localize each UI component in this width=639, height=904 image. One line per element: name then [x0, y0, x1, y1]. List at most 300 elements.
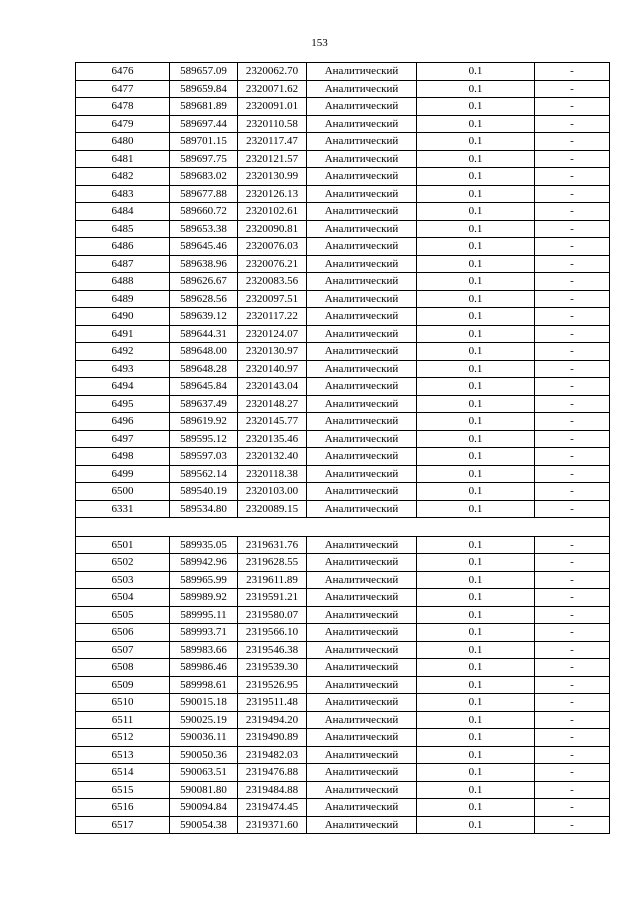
note-cell: -	[535, 746, 610, 764]
point-number-cell: 6482	[76, 168, 170, 186]
point-number-cell: 6499	[76, 465, 170, 483]
accuracy-cell: 0.1	[417, 729, 535, 747]
accuracy-cell: 0.1	[417, 711, 535, 729]
method-cell: Аналитический	[307, 571, 417, 589]
table-row	[76, 395, 610, 413]
coord-x-cell: 589942.96	[170, 554, 238, 572]
method-cell: Аналитический	[307, 676, 417, 694]
point-number-cell: 6480	[76, 133, 170, 151]
method-cell: Аналитический	[307, 430, 417, 448]
method-cell: Аналитический	[307, 168, 417, 186]
coord-y-cell: 2319631.76	[238, 536, 307, 554]
note-cell: -	[535, 641, 610, 659]
coord-x-cell: 589534.80	[170, 500, 238, 518]
table-row	[76, 816, 610, 834]
accuracy-cell: 0.1	[417, 659, 535, 677]
point-number-cell: 6481	[76, 150, 170, 168]
coord-y-cell: 2320071.62	[238, 80, 307, 98]
coord-y-cell: 2320090.81	[238, 220, 307, 238]
point-number-cell: 6503	[76, 571, 170, 589]
coord-y-cell: 2320076.03	[238, 238, 307, 256]
coord-y-cell: 2320132.40	[238, 448, 307, 466]
coord-x-cell: 589597.03	[170, 448, 238, 466]
point-number-cell: 6495	[76, 395, 170, 413]
table-row	[76, 378, 610, 396]
point-number-cell: 6511	[76, 711, 170, 729]
method-cell: Аналитический	[307, 273, 417, 291]
accuracy-cell: 0.1	[417, 203, 535, 221]
note-cell: -	[535, 729, 610, 747]
separator-row	[76, 518, 610, 537]
table-row	[76, 360, 610, 378]
coord-y-cell: 2319490.89	[238, 729, 307, 747]
table-row	[76, 711, 610, 729]
coord-y-cell: 2320110.58	[238, 115, 307, 133]
point-number-cell: 6498	[76, 448, 170, 466]
method-cell: Аналитический	[307, 325, 417, 343]
coord-x-cell: 589998.61	[170, 676, 238, 694]
note-cell: -	[535, 325, 610, 343]
method-cell: Аналитический	[307, 63, 417, 81]
note-cell: -	[535, 676, 610, 694]
coord-x-cell: 589595.12	[170, 430, 238, 448]
method-cell: Аналитический	[307, 500, 417, 518]
note-cell: -	[535, 781, 610, 799]
accuracy-cell: 0.1	[417, 133, 535, 151]
coord-y-cell: 2320126.13	[238, 185, 307, 203]
point-number-cell: 6484	[76, 203, 170, 221]
accuracy-cell: 0.1	[417, 816, 535, 834]
coord-x-cell: 589626.67	[170, 273, 238, 291]
table-row	[76, 238, 610, 256]
note-cell: -	[535, 659, 610, 677]
table-row	[76, 536, 610, 554]
coord-x-cell: 590025.19	[170, 711, 238, 729]
table-row	[76, 694, 610, 712]
table-row	[76, 781, 610, 799]
point-number-cell: 6476	[76, 63, 170, 81]
method-cell: Аналитический	[307, 554, 417, 572]
note-cell: -	[535, 290, 610, 308]
coord-x-cell: 589995.11	[170, 606, 238, 624]
coord-y-cell: 2319546.38	[238, 641, 307, 659]
note-cell: -	[535, 360, 610, 378]
coord-x-cell: 589677.88	[170, 185, 238, 203]
note-cell: -	[535, 624, 610, 642]
note-cell: -	[535, 63, 610, 81]
coord-y-cell: 2320062.70	[238, 63, 307, 81]
accuracy-cell: 0.1	[417, 413, 535, 431]
coord-y-cell: 2319511.48	[238, 694, 307, 712]
table-row	[76, 729, 610, 747]
table-row	[76, 133, 610, 151]
method-cell: Аналитический	[307, 98, 417, 116]
coord-x-cell: 589965.99	[170, 571, 238, 589]
table-row	[76, 589, 610, 607]
accuracy-cell: 0.1	[417, 98, 535, 116]
accuracy-cell: 0.1	[417, 465, 535, 483]
accuracy-cell: 0.1	[417, 589, 535, 607]
coord-x-cell: 589683.02	[170, 168, 238, 186]
point-number-cell: 6487	[76, 255, 170, 273]
note-cell: -	[535, 483, 610, 501]
accuracy-cell: 0.1	[417, 343, 535, 361]
coord-y-cell: 2319494.20	[238, 711, 307, 729]
coord-y-cell: 2320121.57	[238, 150, 307, 168]
accuracy-cell: 0.1	[417, 430, 535, 448]
accuracy-cell: 0.1	[417, 168, 535, 186]
coord-x-cell: 589681.89	[170, 98, 238, 116]
table-row	[76, 80, 610, 98]
coord-x-cell: 589540.19	[170, 483, 238, 501]
coord-x-cell: 589644.31	[170, 325, 238, 343]
coord-x-cell: 589645.46	[170, 238, 238, 256]
note-cell: -	[535, 133, 610, 151]
method-cell: Аналитический	[307, 624, 417, 642]
point-number-cell: 6513	[76, 746, 170, 764]
coordinates-table	[75, 62, 610, 834]
note-cell: -	[535, 203, 610, 221]
table-row	[76, 343, 610, 361]
method-cell: Аналитический	[307, 80, 417, 98]
accuracy-cell: 0.1	[417, 308, 535, 326]
table-row	[76, 606, 610, 624]
method-cell: Аналитический	[307, 448, 417, 466]
point-number-cell: 6491	[76, 325, 170, 343]
accuracy-cell: 0.1	[417, 378, 535, 396]
note-cell: -	[535, 554, 610, 572]
method-cell: Аналитический	[307, 799, 417, 817]
method-cell: Аналитический	[307, 203, 417, 221]
point-number-cell: 6488	[76, 273, 170, 291]
table-row	[76, 325, 610, 343]
coord-y-cell: 2320148.27	[238, 395, 307, 413]
coord-x-cell: 589562.14	[170, 465, 238, 483]
table-row	[76, 641, 610, 659]
method-cell: Аналитический	[307, 816, 417, 834]
coord-x-cell: 589637.49	[170, 395, 238, 413]
note-cell: -	[535, 185, 610, 203]
accuracy-cell: 0.1	[417, 325, 535, 343]
coord-y-cell: 2320135.46	[238, 430, 307, 448]
method-cell: Аналитический	[307, 115, 417, 133]
method-cell: Аналитический	[307, 729, 417, 747]
note-cell: -	[535, 115, 610, 133]
table-row	[76, 799, 610, 817]
point-number-cell: 6478	[76, 98, 170, 116]
note-cell: -	[535, 413, 610, 431]
point-number-cell: 6516	[76, 799, 170, 817]
point-number-cell: 6508	[76, 659, 170, 677]
note-cell: -	[535, 430, 610, 448]
coord-y-cell: 2320124.07	[238, 325, 307, 343]
accuracy-cell: 0.1	[417, 220, 535, 238]
note-cell: -	[535, 98, 610, 116]
point-number-cell: 6485	[76, 220, 170, 238]
point-number-cell: 6479	[76, 115, 170, 133]
coord-x-cell: 589701.15	[170, 133, 238, 151]
accuracy-cell: 0.1	[417, 606, 535, 624]
coord-x-cell: 589697.44	[170, 115, 238, 133]
note-cell: -	[535, 150, 610, 168]
point-number-cell: 6494	[76, 378, 170, 396]
method-cell: Аналитический	[307, 238, 417, 256]
accuracy-cell: 0.1	[417, 290, 535, 308]
table-row	[76, 220, 610, 238]
accuracy-cell: 0.1	[417, 255, 535, 273]
coord-x-cell: 589989.92	[170, 589, 238, 607]
method-cell: Аналитический	[307, 220, 417, 238]
coord-y-cell: 2319484.88	[238, 781, 307, 799]
note-cell: -	[535, 816, 610, 834]
accuracy-cell: 0.1	[417, 624, 535, 642]
table-row	[76, 571, 610, 589]
note-cell: -	[535, 536, 610, 554]
coord-x-cell: 589653.38	[170, 220, 238, 238]
accuracy-cell: 0.1	[417, 483, 535, 501]
method-cell: Аналитический	[307, 589, 417, 607]
method-cell: Аналитический	[307, 606, 417, 624]
table-row	[76, 308, 610, 326]
coord-y-cell: 2319474.45	[238, 799, 307, 817]
coord-y-cell: 2320140.97	[238, 360, 307, 378]
coord-y-cell: 2320103.00	[238, 483, 307, 501]
method-cell: Аналитический	[307, 255, 417, 273]
coord-y-cell: 2319628.55	[238, 554, 307, 572]
coord-x-cell: 589983.66	[170, 641, 238, 659]
note-cell: -	[535, 238, 610, 256]
coord-x-cell: 590036.11	[170, 729, 238, 747]
method-cell: Аналитический	[307, 395, 417, 413]
note-cell: -	[535, 80, 610, 98]
coord-y-cell: 2320130.97	[238, 343, 307, 361]
note-cell: -	[535, 273, 610, 291]
coord-y-cell: 2319476.88	[238, 764, 307, 782]
note-cell: -	[535, 255, 610, 273]
point-number-cell: 6477	[76, 80, 170, 98]
coord-x-cell: 589638.96	[170, 255, 238, 273]
table-row	[76, 746, 610, 764]
point-number-cell: 6509	[76, 676, 170, 694]
coord-y-cell: 2320145.77	[238, 413, 307, 431]
note-cell: -	[535, 168, 610, 186]
accuracy-cell: 0.1	[417, 781, 535, 799]
table-row	[76, 115, 610, 133]
coord-y-cell: 2320083.56	[238, 273, 307, 291]
accuracy-cell: 0.1	[417, 799, 535, 817]
coord-x-cell: 589657.09	[170, 63, 238, 81]
coord-y-cell: 2319611.89	[238, 571, 307, 589]
coord-x-cell: 589645.84	[170, 378, 238, 396]
accuracy-cell: 0.1	[417, 238, 535, 256]
coord-x-cell: 590054.38	[170, 816, 238, 834]
point-number-cell: 6515	[76, 781, 170, 799]
table-row	[76, 290, 610, 308]
coord-x-cell: 589660.72	[170, 203, 238, 221]
accuracy-cell: 0.1	[417, 536, 535, 554]
coord-x-cell: 590063.51	[170, 764, 238, 782]
note-cell: -	[535, 308, 610, 326]
coord-x-cell: 589659.84	[170, 80, 238, 98]
method-cell: Аналитический	[307, 781, 417, 799]
method-cell: Аналитический	[307, 641, 417, 659]
coord-x-cell: 590081.80	[170, 781, 238, 799]
note-cell: -	[535, 465, 610, 483]
table-row	[76, 500, 610, 518]
method-cell: Аналитический	[307, 150, 417, 168]
note-cell: -	[535, 589, 610, 607]
coord-y-cell: 2319539.30	[238, 659, 307, 677]
table-row	[76, 413, 610, 431]
point-number-cell: 6331	[76, 500, 170, 518]
method-cell: Аналитический	[307, 694, 417, 712]
accuracy-cell: 0.1	[417, 273, 535, 291]
point-number-cell: 6505	[76, 606, 170, 624]
coord-x-cell: 590094.84	[170, 799, 238, 817]
coord-x-cell: 589986.46	[170, 659, 238, 677]
table-row	[76, 203, 610, 221]
point-number-cell: 6504	[76, 589, 170, 607]
coord-x-cell: 589639.12	[170, 308, 238, 326]
table-row	[76, 273, 610, 291]
accuracy-cell: 0.1	[417, 115, 535, 133]
table-row	[76, 483, 610, 501]
note-cell: -	[535, 606, 610, 624]
method-cell: Аналитический	[307, 413, 417, 431]
point-number-cell: 6490	[76, 308, 170, 326]
coord-x-cell: 589619.92	[170, 413, 238, 431]
table-row	[76, 676, 610, 694]
table-row	[76, 430, 610, 448]
table-row	[76, 185, 610, 203]
accuracy-cell: 0.1	[417, 448, 535, 466]
method-cell: Аналитический	[307, 536, 417, 554]
coord-y-cell: 2319482.03	[238, 746, 307, 764]
note-cell: -	[535, 711, 610, 729]
accuracy-cell: 0.1	[417, 395, 535, 413]
method-cell: Аналитический	[307, 378, 417, 396]
accuracy-cell: 0.1	[417, 150, 535, 168]
accuracy-cell: 0.1	[417, 500, 535, 518]
table-row	[76, 168, 610, 186]
coord-x-cell: 589935.05	[170, 536, 238, 554]
coord-y-cell: 2320102.61	[238, 203, 307, 221]
method-cell: Аналитический	[307, 746, 417, 764]
method-cell: Аналитический	[307, 465, 417, 483]
point-number-cell: 6497	[76, 430, 170, 448]
coord-y-cell: 2320097.51	[238, 290, 307, 308]
coord-y-cell: 2320130.99	[238, 168, 307, 186]
note-cell: -	[535, 220, 610, 238]
accuracy-cell: 0.1	[417, 676, 535, 694]
method-cell: Аналитический	[307, 711, 417, 729]
accuracy-cell: 0.1	[417, 360, 535, 378]
table-row	[76, 659, 610, 677]
coord-y-cell: 2319371.60	[238, 816, 307, 834]
coord-y-cell: 2319591.21	[238, 589, 307, 607]
table-row	[76, 465, 610, 483]
point-number-cell: 6492	[76, 343, 170, 361]
coord-y-cell: 2320118.38	[238, 465, 307, 483]
point-number-cell: 6507	[76, 641, 170, 659]
coord-x-cell: 589697.75	[170, 150, 238, 168]
method-cell: Аналитический	[307, 343, 417, 361]
note-cell: -	[535, 764, 610, 782]
note-cell: -	[535, 500, 610, 518]
separator-cell	[76, 518, 610, 537]
method-cell: Аналитический	[307, 659, 417, 677]
accuracy-cell: 0.1	[417, 554, 535, 572]
point-number-cell: 6514	[76, 764, 170, 782]
note-cell: -	[535, 343, 610, 361]
coord-x-cell: 589993.71	[170, 624, 238, 642]
point-number-cell: 6486	[76, 238, 170, 256]
table-row	[76, 255, 610, 273]
coord-x-cell: 589648.00	[170, 343, 238, 361]
accuracy-cell: 0.1	[417, 641, 535, 659]
coord-x-cell: 589648.28	[170, 360, 238, 378]
accuracy-cell: 0.1	[417, 764, 535, 782]
coord-y-cell: 2320076.21	[238, 255, 307, 273]
accuracy-cell: 0.1	[417, 80, 535, 98]
coord-y-cell: 2319526.95	[238, 676, 307, 694]
point-number-cell: 6489	[76, 290, 170, 308]
note-cell: -	[535, 448, 610, 466]
table-row	[76, 150, 610, 168]
point-number-cell: 6483	[76, 185, 170, 203]
accuracy-cell: 0.1	[417, 694, 535, 712]
coord-x-cell: 589628.56	[170, 290, 238, 308]
point-number-cell: 6506	[76, 624, 170, 642]
point-number-cell: 6517	[76, 816, 170, 834]
coord-x-cell: 590050.36	[170, 746, 238, 764]
coordinates-table-body	[76, 63, 610, 834]
point-number-cell: 6502	[76, 554, 170, 572]
table-row	[76, 624, 610, 642]
note-cell: -	[535, 395, 610, 413]
method-cell: Аналитический	[307, 290, 417, 308]
accuracy-cell: 0.1	[417, 746, 535, 764]
coord-y-cell: 2320117.47	[238, 133, 307, 151]
point-number-cell: 6500	[76, 483, 170, 501]
page-number: 153	[311, 37, 328, 49]
coord-y-cell: 2319566.10	[238, 624, 307, 642]
coord-y-cell: 2320117.22	[238, 308, 307, 326]
point-number-cell: 6510	[76, 694, 170, 712]
note-cell: -	[535, 571, 610, 589]
table-row	[76, 63, 610, 81]
point-number-cell: 6496	[76, 413, 170, 431]
table-row	[76, 764, 610, 782]
method-cell: Аналитический	[307, 764, 417, 782]
accuracy-cell: 0.1	[417, 63, 535, 81]
table-row	[76, 554, 610, 572]
point-number-cell: 6493	[76, 360, 170, 378]
accuracy-cell: 0.1	[417, 185, 535, 203]
point-number-cell: 6501	[76, 536, 170, 554]
table-row	[76, 448, 610, 466]
method-cell: Аналитический	[307, 308, 417, 326]
table-row	[76, 98, 610, 116]
method-cell: Аналитический	[307, 483, 417, 501]
point-number-cell: 6512	[76, 729, 170, 747]
coord-x-cell: 590015.18	[170, 694, 238, 712]
accuracy-cell: 0.1	[417, 571, 535, 589]
coord-y-cell: 2319580.07	[238, 606, 307, 624]
coord-y-cell: 2320143.04	[238, 378, 307, 396]
method-cell: Аналитический	[307, 360, 417, 378]
note-cell: -	[535, 799, 610, 817]
